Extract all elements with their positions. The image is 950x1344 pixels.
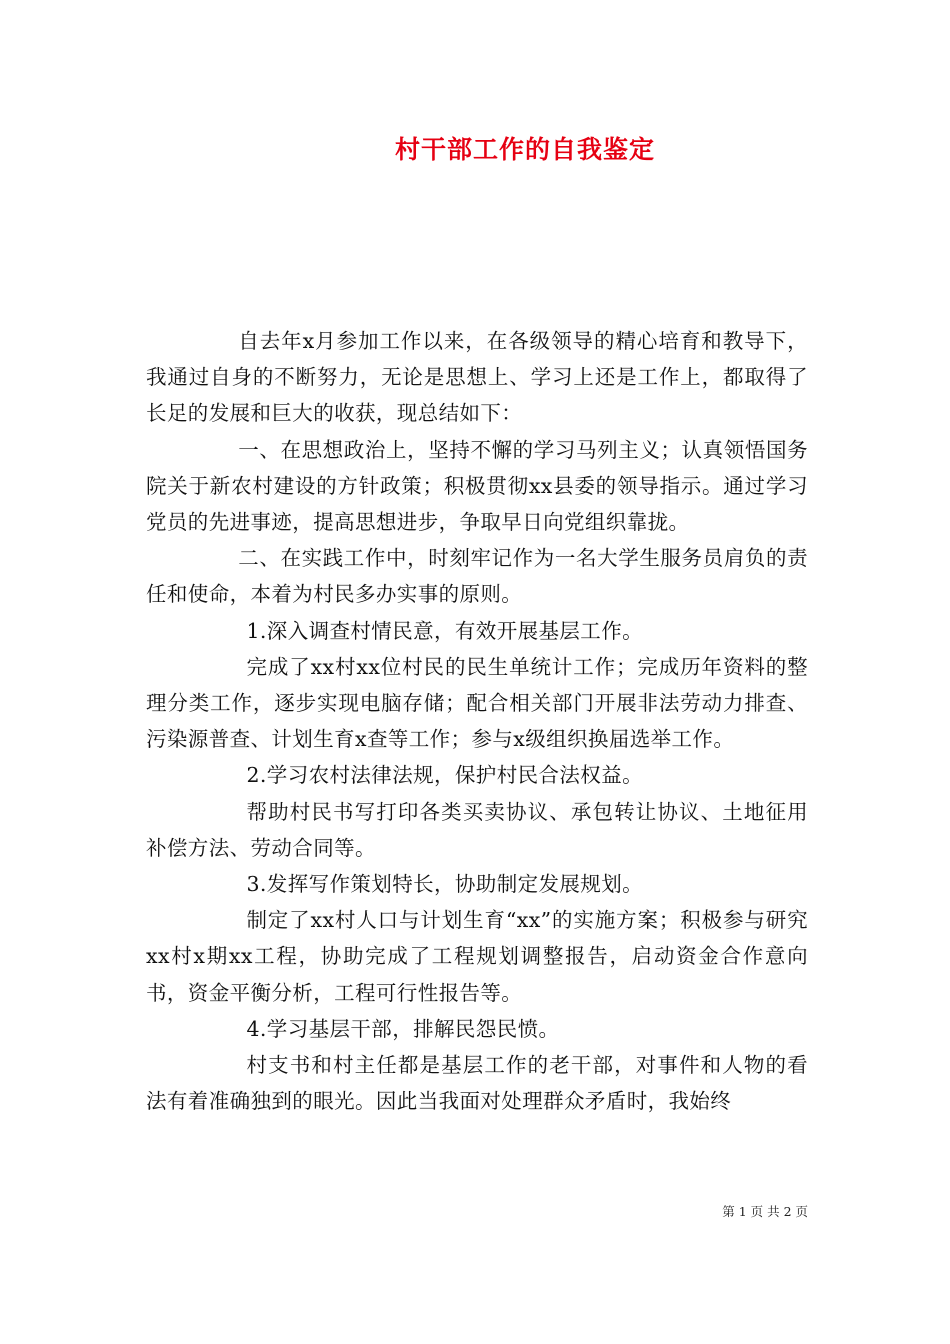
paragraph-item-2: 帮助村民书写打印各类买卖协议、承包转让协议、土地征用补偿方法、劳动合同等。 [146, 799, 808, 860]
paragraph-section-1: 一、在思想政治上，坚持不懈的学习马列主义；认真领悟国务院关于新农村建设的方针政策；积极贯彻xx县委的领导指示。通过学习党员的先进事迹，提高思想进步，争取早日向党组织靠拢。 [146, 437, 808, 535]
document-title: 村干部工作的自我鉴定 [394, 135, 655, 164]
subheading-1: 1.深入调查村情民意，有效开展基层工作。 [246, 618, 643, 643]
page-number-footer: 第 1 页 共 2 页 [722, 1204, 808, 1219]
paragraph-section-2: 二、在实践工作中，时刻牢记作为一名大学生服务员肩负的责任和使命，本着为村民多办实事的原则。 [146, 546, 808, 607]
paragraph-intro: 自去年x月参加工作以来，在各级领导的精心培育和教导下，我通过自身的不断努力，无论是思想上、学习上还是工作上，都取得了长足的发展和巨大的收获，现总结如下： [146, 329, 808, 426]
paragraph-item-4: 村支书和村主任都是基层工作的老干部，对事件和人物的看法有着准确独到的眼光。因此当我面对处理群众矛盾时，我始终 [146, 1053, 808, 1114]
paragraph-item-1: 完成了xx村xx位村民的民生单统计工作；完成历年资料的整理分类工作，逐步实现电脑存储；配合相关部门开展非法劳动力排查、污染源普查、计划生育x查等工作；参与x级组织换届选举工作。 [146, 654, 808, 752]
document-body [146, 323, 808, 1119]
subheading-4: 4.学习基层干部，排解民怨民愤。 [246, 1016, 560, 1041]
paragraph-item-3: 制定了xx村人口与计划生育“xx”的实施方案；积极参与研究xx村x期xx工程，协助完成了工程规划调整报告，启动资金合作意向书，资金平衡分析，工程可行性报告等。 [146, 908, 808, 1005]
subheading-2: 2.学习农村法律法规，保护村民合法权益。 [246, 763, 643, 788]
subheading-3: 3.发挥写作策划特长，协助制定发展规划。 [246, 872, 643, 897]
